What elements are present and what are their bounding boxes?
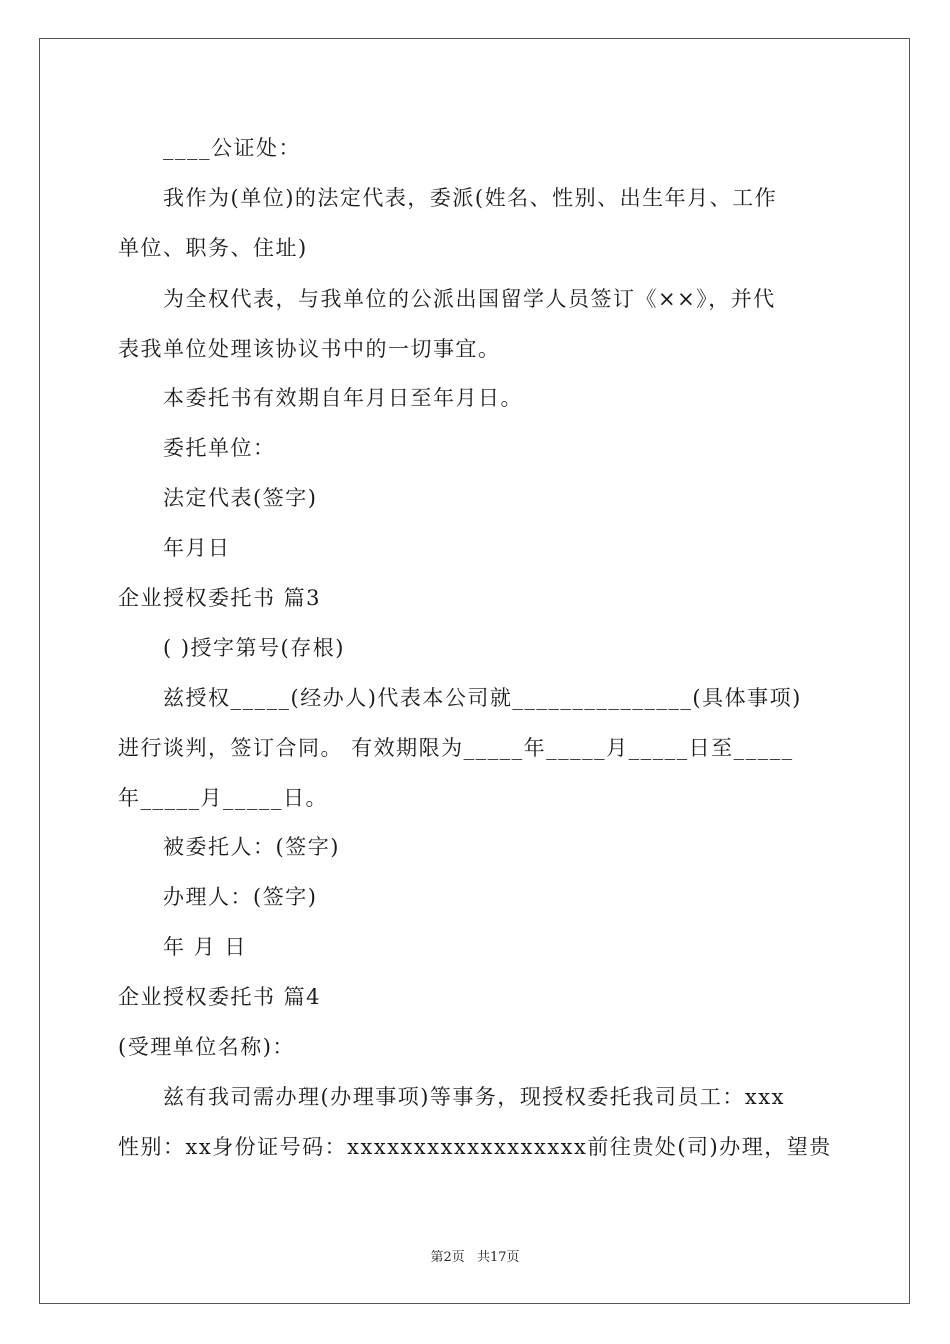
text-line: 表我单位处理该协议书中的一切事宜。 [118,337,501,361]
text-line: 兹有我司需办理(办理事项)等事务，现授权委托我司员工：xxx [163,1085,785,1109]
text-line: 法定代表(签字) [163,486,318,510]
page-border [39,38,910,1304]
page-number: 第2页 [430,1250,465,1265]
text-line: 我作为(单位)的法定代表，委派(姓名、性别、出生年月、工作 [163,186,778,210]
text-line: 进行谈判，签订合同。 有效期限为_____年_____月_____日至_____ [118,736,794,760]
text-line: 单位、职务、住址) [118,236,308,260]
text-line: 委托单位： [163,436,276,460]
text-line: 性别：xx身份证号码：xxxxxxxxxxxxxxxxxx前往贵处(司)办理，望贵 [118,1135,832,1159]
text-line: 兹授权_____(经办人)代表本公司就_______________(具体事项) [163,686,802,710]
section-heading: 企业授权委托书 篇3 [118,586,322,610]
text-line: 被委托人：(签字) [163,835,340,859]
text-line: ( )授字第号(存根) [163,636,345,660]
text-line: 办理人：(签字) [163,885,318,909]
page-footer [0,1246,950,1265]
text-line: 年月日 [163,536,231,560]
section-heading: 企业授权委托书 篇4 [118,985,322,1009]
page-total: 共17页 [476,1250,520,1265]
text-line: 本委托书有效期自年月日至年月日。 [163,386,523,410]
text-line: ____公证处： [163,136,301,160]
text-line: 年_____月_____日。 [118,786,328,810]
text-line: 为全权代表，与我单位的公派出国留学人员签订《××》，并代 [163,287,776,311]
text-line: (受理单位名称)： [118,1035,295,1059]
text-line: 年 月 日 [163,935,247,959]
